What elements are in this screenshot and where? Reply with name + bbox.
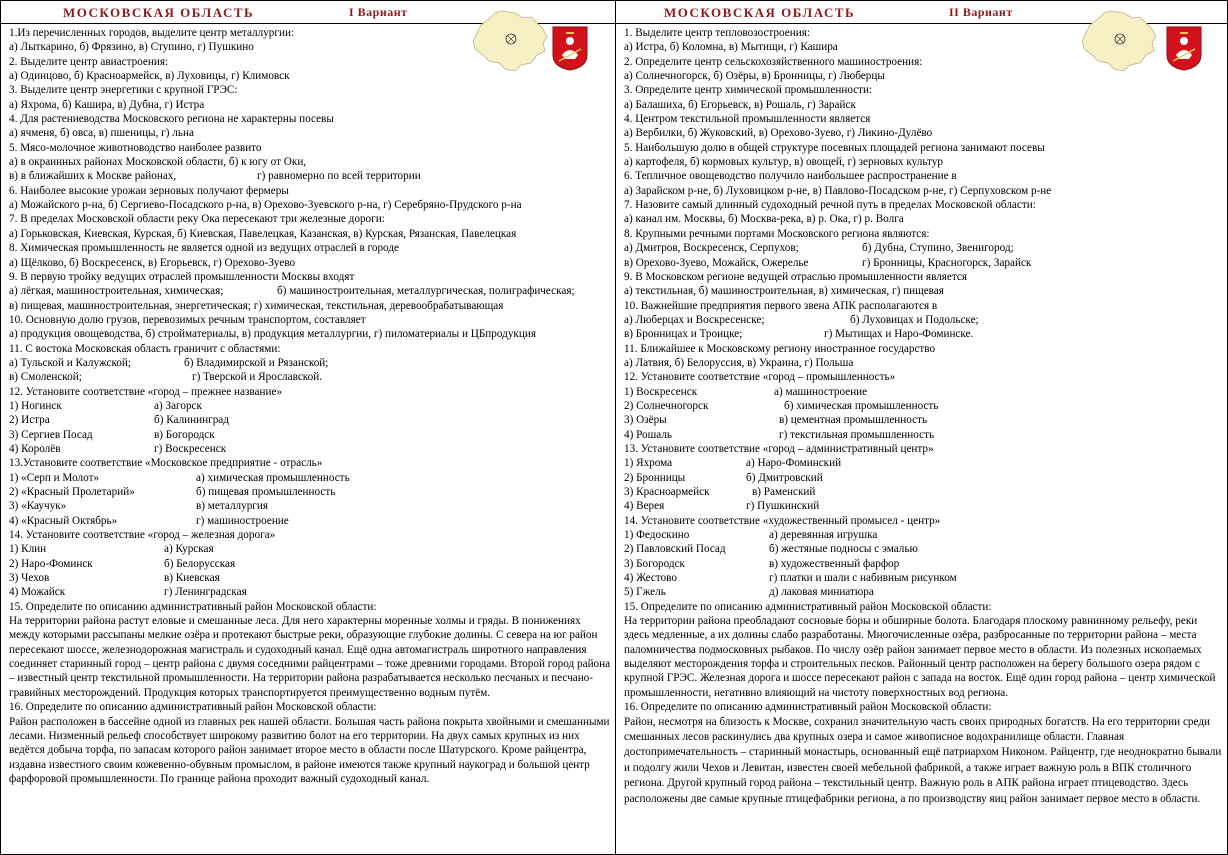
- question-line: [624, 428, 1223, 442]
- answer-option: 1) Воскресенск: [624, 385, 698, 398]
- question-line: [9, 571, 611, 585]
- question-line: [624, 399, 1223, 413]
- question-line: [624, 514, 1223, 528]
- question-text: 5. Мясо-молочное животноводство наиболее развито: [9, 141, 262, 154]
- variant-2-label: II Вариант: [949, 5, 1013, 19]
- answer-option: 3) Богородск: [624, 557, 685, 570]
- variant-2-questions: [624, 26, 1223, 807]
- answer-option: а) Дмитров, Воскресенск, Серпухов;: [624, 242, 799, 255]
- question-text: а) Одинцово, б) Красноармейск, в) Луховицы, г) Климовск: [9, 70, 290, 83]
- question-line: [9, 169, 611, 183]
- question-line: [624, 169, 1223, 183]
- question-line: [624, 557, 1223, 571]
- answer-option: б) Дубна, Ступино, Звенигород;: [862, 242, 1014, 255]
- answer-option: б) Луховицах и Подольске;: [850, 313, 979, 326]
- question-line: [624, 385, 1223, 399]
- variant-1-title: МОСКОВСКАЯ ОБЛАСТЬ: [63, 5, 255, 20]
- answer-option: б) Белорусская: [164, 557, 236, 570]
- question-text: а) Солнечногорск, б) Озёры, в) Бронницы, г) Люберцы: [624, 70, 885, 83]
- question-line: [624, 456, 1223, 470]
- question-line: [624, 256, 1223, 270]
- variant-1-label: I Вариант: [349, 5, 408, 19]
- answer-option: 4) Верея: [624, 500, 665, 513]
- question-text: в) пищевая, машиностроительная, энергетическая; г) химическая, текстильная, деревообрабатывающая: [9, 299, 504, 312]
- question-text: а) Яхрома, б) Кашира, в) Дубна, г) Истра: [9, 98, 205, 111]
- answer-option: в) Раменский: [752, 486, 816, 498]
- question-line: [9, 112, 611, 126]
- answer-option: г) Мытищах и Наро-Фоминске.: [824, 328, 974, 341]
- question-line: [9, 370, 611, 384]
- question-line: [9, 184, 611, 198]
- question-line: [9, 299, 611, 313]
- question-line: [9, 514, 611, 528]
- question-text: 6. Наиболее высокие урожаи зерновых получают фермеры: [9, 184, 289, 197]
- question-text: а) Можайского р-на, б) Сергиево-Посадского р-на, в) Орехово-Зуевского р-на, г) Серебряно-Прудского р-на: [9, 199, 522, 212]
- variant-1-column: [1, 1, 616, 854]
- answer-option: а) Загорск: [154, 399, 202, 412]
- answer-option: а) Тульской и Калужской;: [9, 356, 131, 369]
- question-text: 5. Наибольшую долю в общей структуре посевных площадей региона занимают посевы: [624, 141, 1045, 154]
- answer-option: д) лаковая миниатюра: [769, 586, 874, 599]
- question-line: [9, 241, 611, 255]
- question-line: [624, 356, 1223, 370]
- question-line: [9, 270, 611, 284]
- question-line: [624, 241, 1223, 255]
- question-line: [9, 528, 611, 542]
- answer-option: в) Бронницах и Троицке;: [624, 328, 743, 341]
- question-text: 9. В Московском регионе ведущей отраслью промышленности является: [624, 270, 968, 283]
- question-line: [624, 342, 1223, 356]
- answer-option: 3) Сергиев Посад: [9, 428, 93, 441]
- question-text: а) текстильная, б) машиностроительная, в) химическая, г) пищевая: [624, 285, 944, 298]
- answer-option: г) Тверской и Ярославской.: [192, 371, 323, 384]
- question-text: а) Щёлково, б) Воскресенск, в) Егорьевск, г) Орехово-Зуево: [9, 256, 296, 269]
- question-line: [9, 442, 611, 456]
- question-line: [9, 542, 611, 556]
- variant-1-questions: [9, 26, 611, 786]
- answer-option: г) равномерно по всей территории: [257, 170, 421, 183]
- question-line: [9, 585, 611, 599]
- question-line: [624, 270, 1223, 284]
- question-line: [9, 600, 611, 614]
- question-line: [624, 112, 1223, 126]
- answer-option: в) художественный фарфор: [769, 557, 900, 570]
- question-text: 10. Важнейшие предприятия первого звена АПК располагаются в: [624, 299, 938, 312]
- answer-option: б) Владимирской и Рязанской;: [184, 356, 329, 369]
- answer-option: в) металлургия: [196, 500, 269, 513]
- question-text: 3. Выделите центр энергетики с крупной ГРЭС:: [9, 84, 238, 97]
- answer-option: 4) Рошаль: [624, 428, 673, 441]
- answer-option: г) текстильная промышленность: [779, 428, 935, 441]
- answer-option: г) платки и шали с набивным рисунком: [769, 572, 957, 585]
- answer-option: г) Ленинградская: [164, 586, 247, 599]
- question-text: а) Балашиха, б) Егорьевск, в) Рошаль, г) Зарайск: [624, 98, 856, 111]
- question-line: [9, 413, 611, 427]
- question-line: [624, 542, 1223, 556]
- answer-option: в) в ближайших к Москве районах,: [9, 170, 177, 183]
- question-line: [9, 399, 611, 413]
- question-text: 12. Установите соответствие «город – прежнее название»: [9, 385, 283, 398]
- answer-option: г) Бронницы, Красногорск, Зарайск: [862, 256, 1032, 269]
- question-line: [624, 212, 1223, 226]
- question-line: [9, 327, 611, 341]
- answer-option: 4) Королёв: [9, 442, 61, 455]
- question-text: а) Латвия, б) Белоруссия, в) Украина, г) Польша: [624, 356, 854, 369]
- question-line: [624, 98, 1223, 112]
- question-line: [624, 184, 1223, 198]
- question-line: [624, 485, 1223, 499]
- question-text: 4. Центром текстильной промышленности является: [624, 113, 871, 126]
- question-line: [9, 557, 611, 571]
- answer-option: 5) Гжель: [624, 586, 666, 599]
- question-line: [624, 585, 1223, 599]
- question-text: 8. Химическая промышленность не является одной из ведущих отраслей в городе: [9, 242, 399, 255]
- district-description-15: На территории района преобладают сосновые боры и обширные болота. Благодаря плоскому равнинному рельефу, реки здесь медленные, а их долины слабо разработаны. Многочисленные озёра, разбросанные по территории района – места паломничества подмосковных рыбаков. По числу озёр район занимает первое место в области. Из полезных ископаемых выделяют месторождения торфа и строительных песков. Районный центр расположен на берегу большого озера рядом с крупной ГРЭС. Железная дорога и шоссе пересекают район с запада на восток. Ещё один город района – центр химической промышленности, негативно влияющий на чистоту поверхностных вод региона.: [624, 615, 1216, 699]
- answer-option: а) Люберцах и Воскресенске;: [624, 313, 765, 326]
- question-text: 11. Ближайшее к Московскому региону иностранное государство: [624, 342, 936, 355]
- question-line: [624, 327, 1223, 341]
- question-line: [624, 55, 1223, 69]
- question-text: а) Зарайском р-не, б) Луховицком р-не, в) Павлово-Посадском р-не, г) Серпуховском р-не: [624, 184, 1052, 197]
- variant-2-title: МОСКОВСКАЯ ОБЛАСТЬ: [664, 5, 856, 20]
- question-text: 2. Выделите центр авиастроения:: [9, 55, 169, 68]
- answer-option: 2) Бронницы: [624, 471, 686, 484]
- answer-option: 3) Чехов: [9, 572, 50, 585]
- answer-option: 2) «Красный Пролетарий»: [9, 486, 135, 498]
- question-line: [9, 385, 611, 399]
- question-line: [9, 471, 611, 485]
- question-line: [9, 126, 611, 140]
- question-text: 13. Установите соответствие «город – административный центр»: [624, 442, 934, 455]
- question-text: 14. Установите соответствие «художественный промысел - центр»: [624, 514, 941, 527]
- question-text: 2. Определите центр сельскохозяйственного машиностроения:: [624, 55, 923, 68]
- question-text: 10. Основную долю грузов, перевозимых речным транспортом, составляет: [9, 313, 366, 326]
- question-line: [624, 442, 1223, 456]
- answer-option: а) Курская: [164, 543, 214, 556]
- district-description-16: Район, несмотря на близость к Москве, сохранил значительную часть своих природных богатств. На его территории среди смешанных лесов раскинулись два крупных озера и самое живописное водохранилище области. Главная достопримечательность – старинный монастырь, основанный ещё патриархом Никоном. Райцентр, где неоднократно бывали и подолгу жили Чехов и Левитан, известен своей мебельной фабрикой, а также играет важную роль в ВПК столичного региона. Другой крупный город района – текстильный центр. Важную роль в АПК района играет птицеводство. Здесь расположены две самые крупные птицефабрики региона, а по производству яиц район занимает первое место в области.: [624, 715, 1222, 805]
- question-line: [624, 471, 1223, 485]
- answer-option: а) химическая промышленность: [196, 471, 350, 484]
- question-line: [624, 413, 1223, 427]
- question-text: а) Вербилки, б) Жуковский, в) Орехово-Зуево, г) Ликино-Дулёво: [624, 127, 933, 140]
- question-text: 7. В пределах Московской области реку Ока пересекают три железные дороги:: [9, 213, 385, 226]
- question-line: [9, 69, 611, 83]
- question-text: 15. Определите по описанию административный район Московской области:: [9, 600, 377, 613]
- question-line: [9, 256, 611, 270]
- question-text: а) Истра, б) Коломна, в) Мытищи, г) Кашира: [624, 41, 838, 54]
- question-text: а) Лыткарино, б) Фрязино, в) Ступино, г) Пушкино: [9, 41, 254, 54]
- variant-2-column: [616, 1, 1227, 854]
- answer-option: 4) Жестово: [624, 572, 677, 585]
- question-text: 4. Для растениеводства Московского региона не характерны посевы: [9, 113, 334, 126]
- question-line: [624, 126, 1223, 140]
- question-line: [624, 227, 1223, 241]
- question-text: а) в окраинных районах Московской области, б) к югу от Оки,: [9, 156, 307, 169]
- question-line: [624, 528, 1223, 542]
- answer-option: в) Киевская: [164, 572, 220, 585]
- question-line: [624, 40, 1223, 54]
- answer-option: 3) «Каучук»: [9, 500, 67, 513]
- question-text: 16. Определите по описанию административный район Московской области:: [9, 701, 377, 714]
- answer-option: б) жестяные подносы с эмалью: [769, 543, 918, 556]
- answer-option: г) Воскресенск: [154, 442, 227, 455]
- question-text: а) канал им. Москвы, б) Москва-река, в) р. Ока, г) р. Волга: [624, 213, 904, 226]
- answer-option: г) машиностроение: [196, 514, 289, 527]
- question-line: [9, 485, 611, 499]
- answer-option: в) Богородск: [154, 428, 215, 441]
- answer-option: в) цементная промышленность: [779, 414, 928, 427]
- question-line: [9, 26, 611, 40]
- question-line: [9, 356, 611, 370]
- answer-option: в) Смоленской;: [9, 371, 82, 384]
- question-line: [624, 141, 1223, 155]
- question-line: [9, 198, 611, 212]
- answer-option: 4) Можайск: [9, 586, 66, 599]
- question-line: [624, 69, 1223, 83]
- question-line: [624, 299, 1223, 313]
- question-line: [624, 370, 1223, 384]
- question-line: [9, 342, 611, 356]
- answer-option: б) Дмитровский: [746, 471, 823, 484]
- answer-option: 2) Наро-Фоминск: [9, 557, 93, 570]
- answer-option: 1) Федоскино: [624, 529, 690, 542]
- answer-option: 2) Солнечногорск: [624, 399, 709, 412]
- answer-option: а) Наро-Фоминский: [746, 457, 842, 470]
- answer-option: б) пищевая промышленность: [196, 486, 336, 498]
- answer-option: 2) Истра: [9, 414, 50, 427]
- question-text: а) продукция овощеводства, б) стройматериалы, в) продукция металлургии, г) пиломатериалы и ЦБпродукция: [9, 328, 536, 341]
- answer-option: б) Калининград: [154, 414, 229, 427]
- question-text: 8. Крупными речными портами Московского региона являются:: [624, 227, 930, 240]
- question-line: [9, 141, 611, 155]
- question-text: 12. Установите соответствие «город – промышленность»: [624, 371, 896, 384]
- question-text: а) картофеля, б) кормовых культур, в) овощей, г) зерновых культур: [624, 156, 943, 169]
- question-text: 7. Назовите самый длинный судоходный речной путь в пределах Московской области:: [624, 199, 1036, 212]
- question-text: 14. Установите соответствие «город – железная дорога»: [9, 529, 276, 542]
- question-line: [624, 499, 1223, 513]
- question-text: 9. В первую тройку ведущих отраслей промышленности Москвы входят: [9, 270, 355, 283]
- question-line: [9, 155, 611, 169]
- question-line: [9, 284, 611, 298]
- question-text: 1. Выделите центр тепловозостроения:: [624, 27, 810, 39]
- question-line: [624, 155, 1223, 169]
- question-line: [9, 499, 611, 513]
- answer-option: 3) Красноармейск: [624, 486, 710, 498]
- question-text: а) ячменя, б) овса, в) пшеницы, г) льна: [9, 127, 194, 140]
- answer-option: 1) Яхрома: [624, 457, 673, 470]
- answer-option: 1) Клин: [9, 543, 47, 556]
- district-description-15: На территории района растут еловые и смешанные леса. Для него характерны моренные холмы и гряды. В понижениях между которыми рассыпаны мелкие озёра и протекают быстрые реки, образующие глубокие долины. С севера на юг район пересекают шоссе, железнодорожная магистраль и судоходный канал. Ещё одна автомагистраль широтного направления соединяет старинный город – центр района с двумя соседними райцентрами – тоже древними городами. Второй город района – известный центр текстильной промышленности. На территории района разрабатывается несколько песчаных и песчано-гравийных месторождений. Продукция которых транспортируется преимущественно водным путём.: [9, 615, 611, 699]
- answer-option: г) Пушкинский: [746, 500, 820, 513]
- answer-option: а) деревянная игрушка: [769, 529, 878, 542]
- question-line: [9, 227, 611, 241]
- answer-option: 4) «Красный Октябрь»: [9, 514, 118, 527]
- question-line: [9, 212, 611, 226]
- answer-option: 1) Ногинск: [9, 399, 62, 412]
- question-line: [9, 313, 611, 327]
- question-line: [9, 40, 611, 54]
- answer-option: а) машиностроение: [774, 385, 868, 398]
- answer-option: 1) «Серп и Молот»: [9, 471, 100, 484]
- district-description-16: Район расположен в бассейне одной из главных рек нашей области. Большая часть района покрыта хвойными и смешанными лесами. Низменный рельеф способствует широкому развитию болот на его территории. На двух самых крупных из них ведётся добыча торфа, по запасам которого район занимает второе место в области после Шатурского. Кроме райцентра, издавна известного своим кожевенно-обувным промыслом, в районе имеются также крупный наукоград и большой центр фарфоровой промышленности. По границе района проходит важный судоходный канал.: [9, 715, 610, 785]
- question-line: [624, 571, 1223, 585]
- question-text: 6. Тепличное овощеводство получило наибольшее распространение в: [624, 170, 957, 183]
- question-text: 13.Установите соответствие «Московское предприятие - отрасль»: [9, 457, 323, 470]
- question-line: [624, 600, 1223, 614]
- question-line: [624, 83, 1223, 97]
- answer-option: а) лёгкая, машиностроительная, химическая;: [9, 285, 224, 298]
- question-text: 15. Определите по описанию административный район Московской области:: [624, 600, 992, 613]
- question-line: [624, 26, 1223, 40]
- answer-option: б) машиностроительная, металлургическая, полиграфическая;: [277, 285, 575, 298]
- question-line: [9, 55, 611, 69]
- question-text: 16. Определите по описанию административный район Московской области:: [624, 701, 992, 714]
- question-line: [624, 284, 1223, 298]
- answer-option: 2) Павловский Посад: [624, 543, 726, 556]
- answer-option: 3) Озёры: [624, 414, 667, 427]
- question-line: [624, 313, 1223, 327]
- question-text: 3. Определите центр химической промышленности:: [624, 84, 873, 97]
- question-text: 11. С востока Московская область граничит с областями:: [9, 342, 281, 355]
- question-line: [624, 198, 1223, 212]
- question-line: [9, 456, 611, 470]
- question-line: [9, 98, 611, 112]
- question-line: [9, 428, 611, 442]
- answer-option: в) Орехово-Зуево, Можайск, Ожерелье: [624, 256, 809, 269]
- answer-option: б) химическая промышленность: [784, 399, 939, 412]
- question-text: а) Горьковская, Киевская, Курская, б) Киевская, Павелецкая, Казанская, в) Курская, Рязанская, Павелецкая: [9, 227, 517, 240]
- question-text: 1.Из перечисленных городов, выделите центр металлургии:: [9, 27, 295, 39]
- question-line: [9, 83, 611, 97]
